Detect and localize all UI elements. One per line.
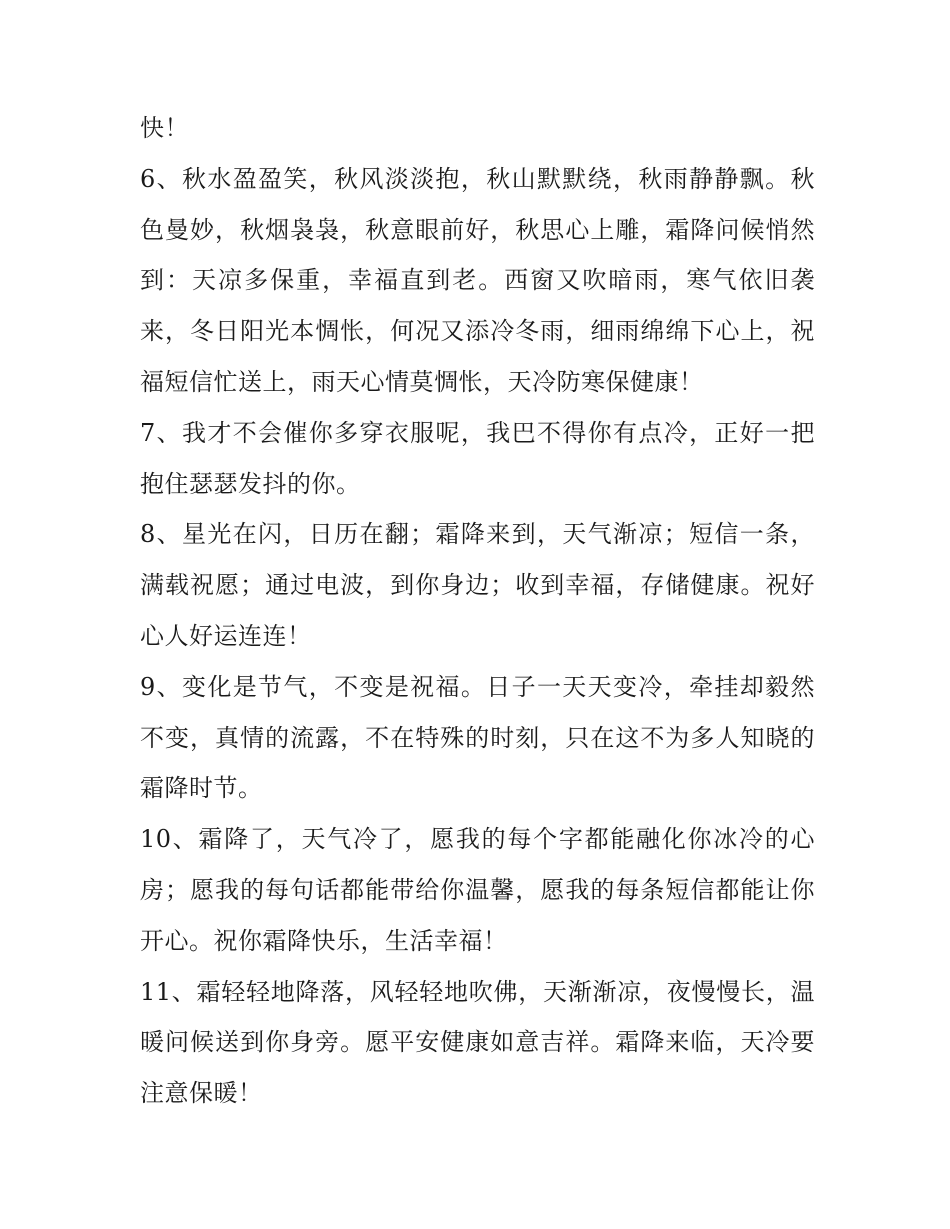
paragraph-item-10: 10、霜降了，天气冷了，愿我的每个字都能融化你冰冷的心房；愿我的每句话都能带给你温馨，愿我的每条短信都能让你开心。祝你霜降快乐，生活幸福！	[140, 825, 815, 955]
paragraph-item-11: 11、霜轻轻地降落，风轻轻地吹佛，天渐渐凉，夜慢慢长，温暖问候送到你身旁。愿平安健康如意吉祥。霜降来临，天冷要注意保暖！	[140, 977, 815, 1108]
paragraph-item-8: 8、星光在闪，日历在翻；霜降来到，天气渐凉；短信一条，满载祝愿；通过电波，到你身边；收到幸福，存储健康。祝好心人好运连连！	[140, 520, 815, 650]
paragraph-item-6: 6、秋水盈盈笑，秋风淡淡抱，秋山默默绕，秋雨静静飘。秋色曼妙，秋烟袅袅，秋意眼前好，秋思心上雕，霜降问候悄然到：天凉多保重，幸福直到老。西窗又吹暗雨，寒气依旧袭来，冬日阳光本惆怅，何况又添冷冬雨，细雨绵绵下心上，祝福短信忙送上，雨天心情莫惆怅，天冷防寒保健康！	[140, 164, 815, 396]
paragraph-item-9: 9、变化是节气，不变是祝福。日子一天天变冷，牵挂却毅然不变，真情的流露，不在特殊的时刻，只在这不为多人知晓的霜降时节。	[140, 672, 815, 803]
paragraph-continuation: 快！	[140, 114, 189, 142]
document-body	[140, 103, 815, 1119]
paragraph-item-7: 7、我才不会催你多穿衣服呢，我巴不得你有点冷，正好一把抱住瑟瑟发抖的你。	[140, 418, 815, 498]
